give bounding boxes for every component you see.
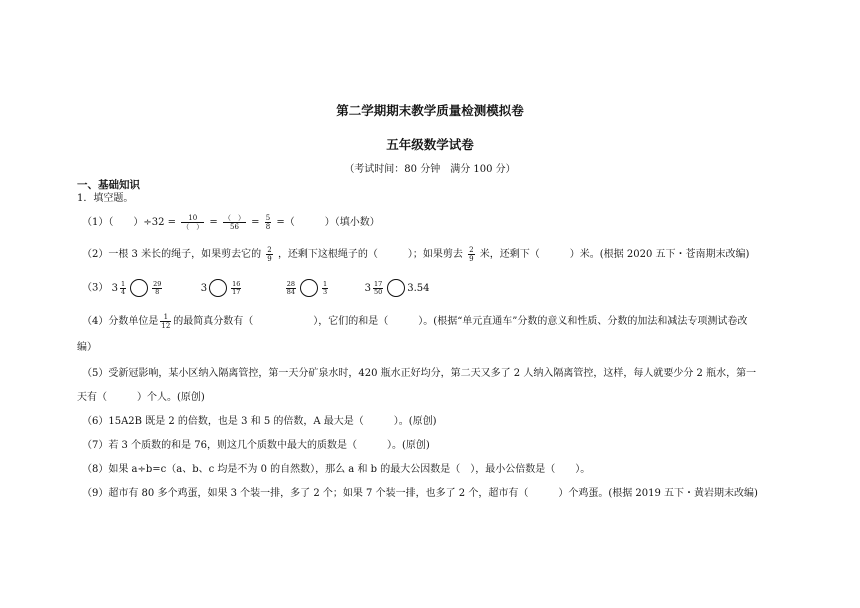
item-4 <box>82 313 747 330</box>
fraction: $\frac{10}{( )}$ <box>182 214 204 231</box>
item-5-cont: 天有（ ）个人。(原创) <box>77 392 205 403</box>
compare-4: 3 $\frac{17}{50}$ 3.54 <box>364 279 430 296</box>
item-2 <box>82 246 749 263</box>
fraction: $\frac{2}{9}$ <box>469 246 474 263</box>
exam-info: （考试时间：80 分钟 满分 100 分） <box>344 164 516 175</box>
compare-circle[interactable] <box>130 279 148 297</box>
item-1-tail: =（ ）（填小数） <box>276 217 380 228</box>
compare-3 <box>284 279 334 296</box>
equals-sign: = <box>209 217 218 228</box>
fraction: $\frac{28}{84}$ <box>286 279 296 296</box>
fraction: $\frac{1}{4}$ <box>120 279 126 296</box>
item-4-cont: 编） <box>77 342 97 353</box>
item-4-text-b: 的最简真分数有（ ），它们的和是（ ）。(根据“单元直通车”分数的意义和性质、分数的加法和减法专项测试卷改 <box>173 316 748 327</box>
item-1 <box>82 214 380 231</box>
fraction: $\frac{17}{50}$ <box>373 279 383 296</box>
compare-2: 3 $\frac{16}{17}$ <box>200 279 241 296</box>
item-2-text-b: ，还剩下这根绳子的（ ）；如果剪去 <box>277 249 463 260</box>
item-1-text: （1）（ ）÷32 = <box>82 217 177 228</box>
fraction: $\frac{29}{8}$ <box>153 279 162 296</box>
fraction: $\frac{( )}{56}$ <box>223 214 245 231</box>
compare-circle[interactable] <box>300 279 318 297</box>
item-3 <box>82 279 429 297</box>
exam-title: 第二学期期末教学质量检测模拟卷 <box>336 103 524 118</box>
fraction: $\frac{2}{9}$ <box>267 246 272 263</box>
item-3-label: （3） <box>82 282 109 294</box>
item-8: （8）如果 a÷b=c（a、b、c 均是不为 0 的自然数），那么 a 和 b 的最大公因数是（ ），最小公倍数是（ ）。 <box>82 464 591 475</box>
item-2-text-a: （2）一根 3 米长的绳子，如果剪去它的 <box>82 249 262 260</box>
exam-subtitle: 五年级数学试卷 <box>386 137 474 152</box>
question-1-intro: 1．填空题。 <box>77 193 134 204</box>
fraction: $\frac{16}{17}$ <box>232 279 241 296</box>
item-9: （9）超市有 80 多个鸡蛋，如果 3 个装一排，多了 2 个；如果 7 个装一排，也多了 2 个，超市有（ ）个鸡蛋。(根据 2019 五下・黄岩期末改编) <box>82 488 758 499</box>
item-7: （7）若 3 个质数的和是 76，则这几个质数中最大的质数是（ ）。(原创) <box>82 440 430 451</box>
section-heading: 一、基础知识 <box>77 179 140 191</box>
fraction: $\frac{1}{12}$ <box>161 313 171 330</box>
equals-sign: = <box>251 217 260 228</box>
item-5: （5）受新冠影响，某小区纳入隔离管控，第一天分矿泉水时，420 瓶水正好均分，第二天又多了 2 人纳入隔离管控，这样，每人就要少分 2 瓶水，第一 <box>82 368 757 379</box>
compare-circle[interactable] <box>387 279 405 297</box>
item-2-text-c: 米，还剩下（ ）米。(根据 2020 五下・苍南期末改编) <box>479 249 750 260</box>
fraction: $\frac{1}{3}$ <box>323 279 328 296</box>
item-4-text-a: （4）分数单位是 <box>82 316 159 327</box>
compare-circle[interactable] <box>209 279 227 297</box>
compare-1: 3 $\frac{1}{4}$ $\frac{29}{8}$ <box>111 279 162 296</box>
fraction: $\frac{5}{8}$ <box>265 214 271 231</box>
item-6: （6）15A2B 既是 2 的倍数，也是 3 和 5 的倍数，A 最大是（ ）。(原创) <box>82 416 437 427</box>
